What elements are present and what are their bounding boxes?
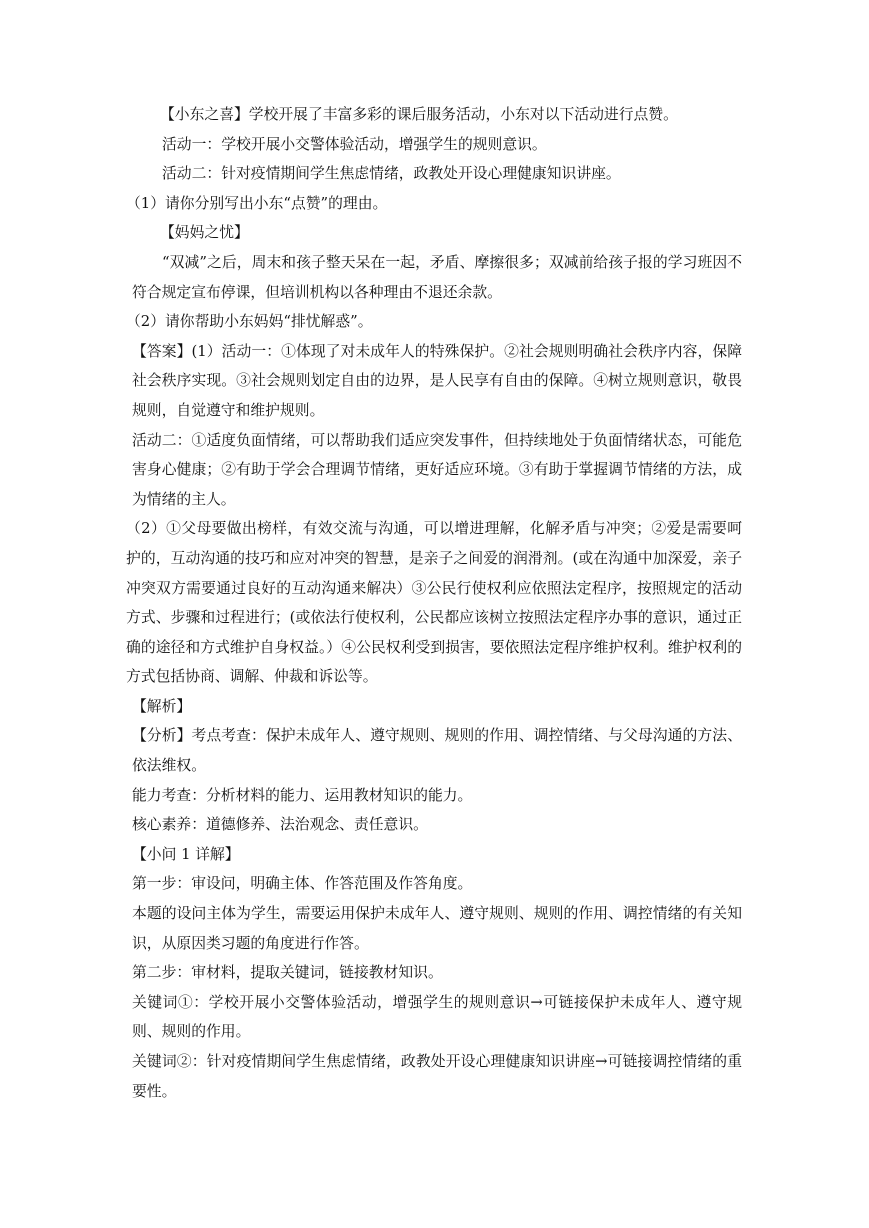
step-one-body: 本题的设问主体为学生，需要运用保护未成年人、遵守规则、规则的作用、调控情绪的有关知识，从原因类习题的角度进行作答。 xyxy=(132,905,742,952)
document-body xyxy=(126,100,742,1106)
answer-part-two: （2）①父母要做出榜样，有效交流与沟通，可以增进理解，化解矛盾与冲突；②爱是需要呵护的，互动沟通的技巧和应对冲突的智慧，是亲子之间爱的润滑剂。(或在沟通中加深爱，亲子冲突双方需要通过良好的互动沟通来解决）③公民行使权利应依照法定程序，按照规定的活动方式、步骤和过程进行；(或依法行使权利，公民都应该树立按照法定程序办事的意识，通过正确的途径和方式维护自身权益。）④公民权利受到损害，要依照法定程序维护权利。维护权利的方式包括协商、调解、仲裁和诉讼等。 xyxy=(126,520,742,686)
keyword-one: 关键词①：学校开展小交警体验活动，增强学生的规则意识→可链接保护未成年人、遵守规则、规则的作用。 xyxy=(132,993,742,1041)
answer-part-one: 【答案】(1）活动一：①体现了对未成年人的特殊保护。②社会规则明确社会秩序内容，保障社会秩序实现。③社会规则划定自由的边界，是人民享有自由的保障。④树立规则意识，敬畏规则，自觉遵守和维护规则。 xyxy=(132,342,742,419)
literacy-paragraph: 核心素养：道德修养、法治观念、责任意识。 xyxy=(132,816,428,834)
intro-paragraph: 【小东之喜】学校开展了丰富多彩的课后服务活动，小东对以下活动进行点赞。 xyxy=(160,106,678,123)
mom-heading: 【妈妈之忧】 xyxy=(160,224,249,242)
step-two: 第二步：审材料，提取关键词，链接教材知识。 xyxy=(132,964,443,982)
detail-one-heading: 【小问 1 详解】 xyxy=(132,845,240,863)
analysis-heading: 【解析】 xyxy=(132,697,192,715)
mom-material: “双减”之后，周末和孩子整天呆在一起，矛盾、摩擦很多；双减前给孩子报的学习班因不符合规定宣布停课，但培训机构以各种理由不退还余款。 xyxy=(132,253,742,301)
analysis-paragraph: 【分析】考点考查：保护未成年人、遵守规则、规则的作用、调控情绪、与父母沟通的方法、依法维权。 xyxy=(132,727,742,775)
activity-two: 活动二：针对疫情期间学生焦虑情绪，政教处开设心理健康知识讲座。 xyxy=(162,165,621,183)
question-two: （2）请你帮助小东妈妈“排忧解惑”。 xyxy=(126,313,373,331)
answer-activity-two: 活动二：①适度负面情绪，可以帮助我们适应突发事件，但持续地处于负面情绪状态，可能危害身心健康；②有助于学会合理调节情绪，更好适应环境。③有助于掌握调节情绪的方法，成为情绪的主人。 xyxy=(132,431,742,508)
activity-one: 活动一：学校开展小交警体验活动，增强学生的规则意识。 xyxy=(162,135,547,153)
question-one: （1）请你分别写出小东“点赞”的理由。 xyxy=(126,194,388,212)
keyword-two: 关键词②：针对疫情期间学生焦虑情绪，政教处开设心理健康知识讲座→可链接调控情绪的重要性。 xyxy=(132,1053,742,1100)
step-one: 第一步：审设问，明确主体、作答范围及作答角度。 xyxy=(132,875,473,893)
ability-paragraph: 能力考查：分析材料的能力、运用教材知识的能力。 xyxy=(132,786,473,804)
